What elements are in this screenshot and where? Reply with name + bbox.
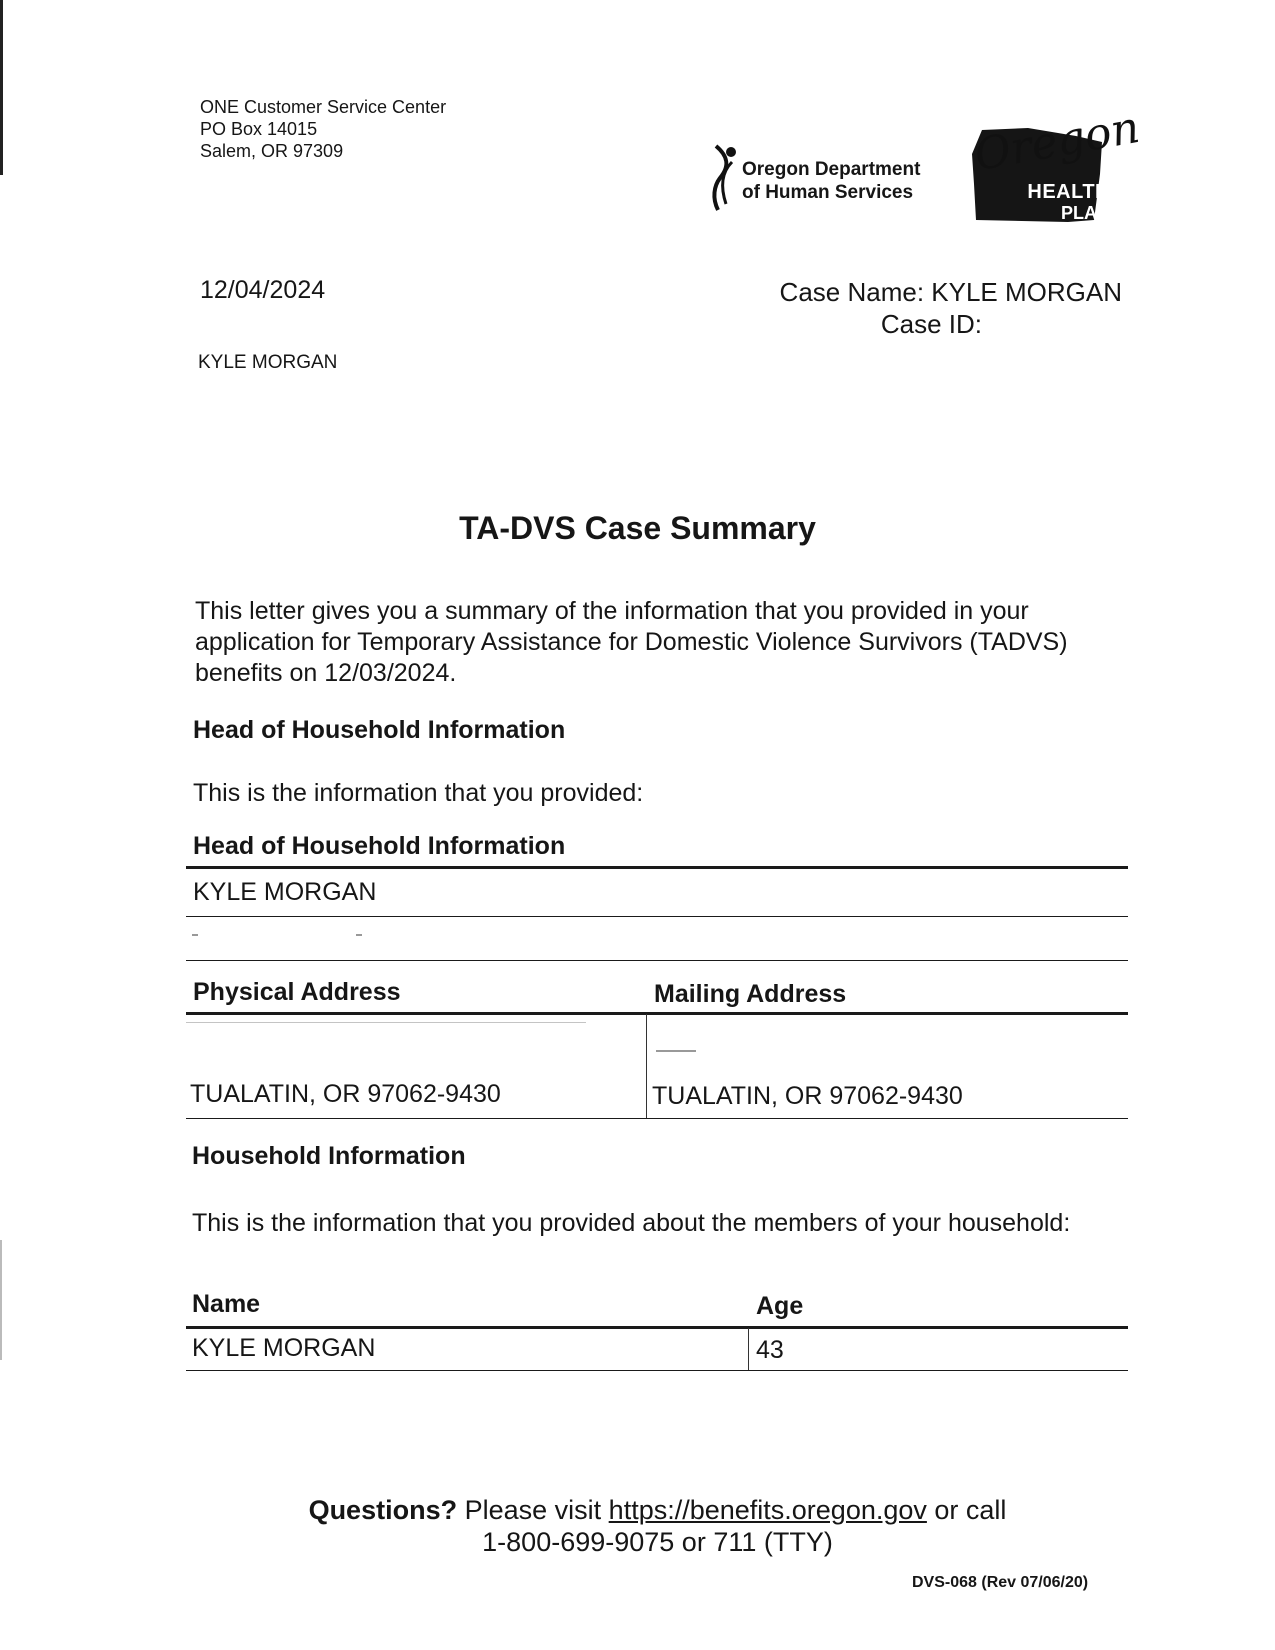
case-id-label: Case ID: <box>880 309 982 339</box>
recipient-name: KYLE MORGAN <box>198 352 338 373</box>
form-number: DVS-068 (Rev 07/06/20) <box>912 1574 1089 1591</box>
odhs-logo-line: of Human Services <box>742 182 914 203</box>
redacted-field <box>356 934 362 936</box>
table-rule <box>186 1326 1128 1329</box>
ohp-logo-plan: PLAN <box>1061 203 1110 223</box>
physical-address-city: TUALATIN, OR 97062-9430 <box>190 1080 501 1108</box>
benefits-website-link[interactable]: https://benefits.oregon.gov <box>608 1495 927 1525</box>
document-title: TA-DVS Case Summary <box>459 510 816 546</box>
household-information-heading: Household Information <box>192 1142 466 1170</box>
questions-label: Questions? <box>308 1495 458 1525</box>
table-rule <box>186 866 1128 869</box>
column-divider <box>646 1014 647 1118</box>
return-address-line: Salem, OR 97309 <box>200 141 344 161</box>
call-text: or call <box>934 1495 1007 1525</box>
redacted-field <box>192 934 198 936</box>
ohp-logo-script: Oregon <box>970 101 1144 182</box>
case-name-label: Case Name: <box>779 277 925 307</box>
household-member-name: KYLE MORGAN <box>192 1334 376 1362</box>
ohp-logo-health: HEALTH <box>1027 181 1110 203</box>
case-name-value: KYLE MORGAN <box>931 277 1122 307</box>
return-address-line: ONE Customer Service Center <box>200 97 447 117</box>
footer-contact <box>0 1494 1275 1558</box>
column-divider <box>748 1328 749 1370</box>
footer-contact-line <box>0 1494 1275 1526</box>
table-rule <box>186 1118 1128 1119</box>
mailing-address-city: TUALATIN, OR 97062-9430 <box>652 1082 963 1110</box>
odhs-logo <box>708 142 948 222</box>
household-member-age: 43 <box>756 1336 784 1364</box>
intro-paragraph: This letter gives you a summary of the information that you provided in your application for Temporary Assistance for Domestic Violence Survivors (TADVS) benefits on 12/03/2024. <box>195 597 1068 687</box>
mailing-address-header: Mailing Address <box>654 980 847 1008</box>
table-rule <box>186 1370 1128 1371</box>
letter-date: 12/04/2024 <box>200 276 326 304</box>
return-address-line: PO Box 14015 <box>200 119 318 139</box>
household-name-column-header: Name <box>192 1290 261 1318</box>
table-rule <box>186 916 1128 917</box>
visit-text: Please visit <box>464 1495 602 1525</box>
return-address <box>200 96 446 162</box>
head-of-household-table-header: Head of Household Information <box>193 832 566 860</box>
case-info <box>680 276 1122 340</box>
household-provided-text: This is the information that you provided about the members of your household: <box>192 1209 1071 1237</box>
oregon-health-plan-logo <box>968 101 1144 230</box>
physical-address-header: Physical Address <box>193 978 401 1006</box>
odhs-figure-icon <box>708 142 744 222</box>
redacted-field <box>656 1050 696 1052</box>
head-of-household-table <box>186 830 1128 950</box>
table-rule <box>186 960 1128 961</box>
head-of-household-name: KYLE MORGAN <box>193 878 377 906</box>
table-rule <box>186 1012 1128 1015</box>
household-age-column-header: Age <box>756 1292 804 1320</box>
head-of-household-heading: Head of Household Information <box>193 716 566 744</box>
scan-edge <box>0 0 3 175</box>
head-of-household-provided-text: This is the information that you provided: <box>193 779 644 807</box>
odhs-logo-line: Oregon Department <box>742 159 921 180</box>
redacted-field <box>186 1022 586 1023</box>
case-id-row <box>680 308 1122 340</box>
phone-line: 1-800-699-9075 or 711 (TTY) <box>482 1527 833 1557</box>
case-name-row <box>680 276 1122 308</box>
scan-edge <box>0 1240 2 1360</box>
odhs-logo-text <box>742 158 920 204</box>
address-table <box>186 978 1128 1138</box>
household-members-table <box>186 1288 1128 1388</box>
